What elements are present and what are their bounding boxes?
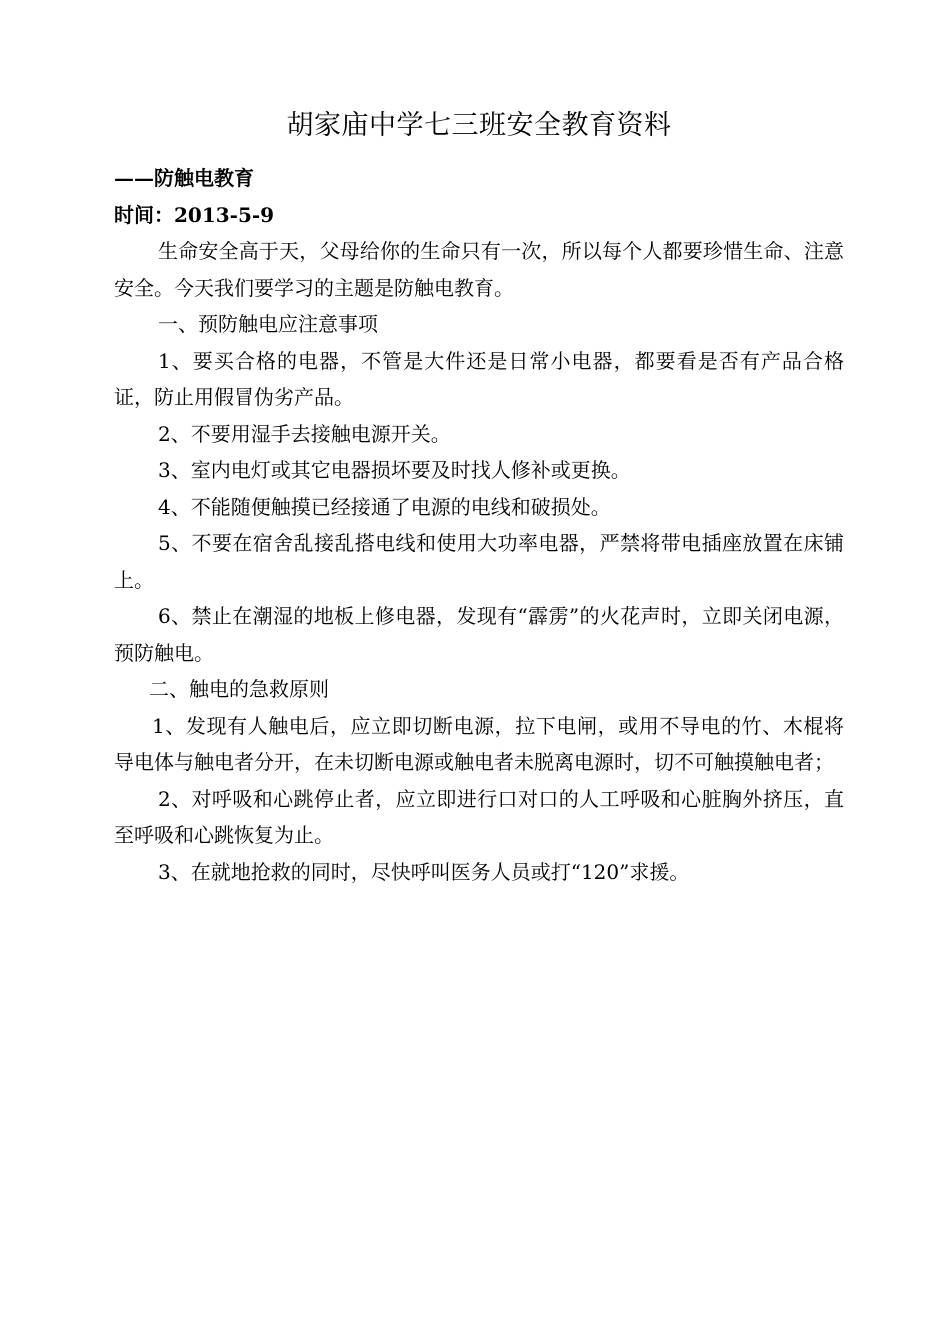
section1-item-1: 1、要买合格的电器，不管是大件还是日常小电器，都要看是否有产品合格证，防止用假冒伪劣产品。	[114, 348, 844, 409]
section2-item-1: 1、发现有人触电后，应立即切断电源，拉下电闸，或用不导电的竹、木棍将导电体与触电者分开，在未切断电源或触电者未脱离电源时，切不可触摸触电者；	[114, 713, 844, 774]
document-date: 时间：2013-5-9	[114, 202, 275, 227]
section1-item-5: 5、不要在宿舍乱接乱搭电线和使用大功率电器，严禁将带电插座放置在床铺上。	[114, 531, 844, 592]
document-subtitle: ——防触电教育	[114, 166, 254, 190]
section2-item-2: 2、对呼吸和心跳停止者，应立即进行口对口的人工呼吸和心脏胸外挤压，直至呼吸和心跳恢复为止。	[114, 786, 844, 847]
document-page	[114, 104, 844, 890]
section2-item-3: 3、在就地抢救的同时，尽快呼叫医务人员或打“120”求援。	[158, 859, 690, 884]
intro-paragraph: 生命安全高于天，父母给你的生命只有一次，所以每个人都要珍惜生命、注意安全。今天我们要学习的主题是防触电教育。	[114, 239, 844, 300]
section1-item-6: 6、禁止在潮湿的地板上修电器，发现有“霹雳”的火花声时，立即关闭电源，预防触电。	[114, 604, 844, 665]
document-title: 胡家庙中学七三班安全教育资料	[286, 110, 672, 141]
section1-item-4: 4、不能随便触摸已经接通了电源的电线和破损处。	[158, 494, 611, 519]
section1-heading: 一、预防触电应注意事项	[158, 312, 378, 336]
section1-item-3: 3、室内电灯或其它电器损坏要及时找人修补或更换。	[158, 458, 631, 482]
section2-heading: 二、触电的急救原则	[149, 677, 329, 701]
section1-item-2: 2、不要用湿手去接触电源开关。	[158, 421, 451, 446]
